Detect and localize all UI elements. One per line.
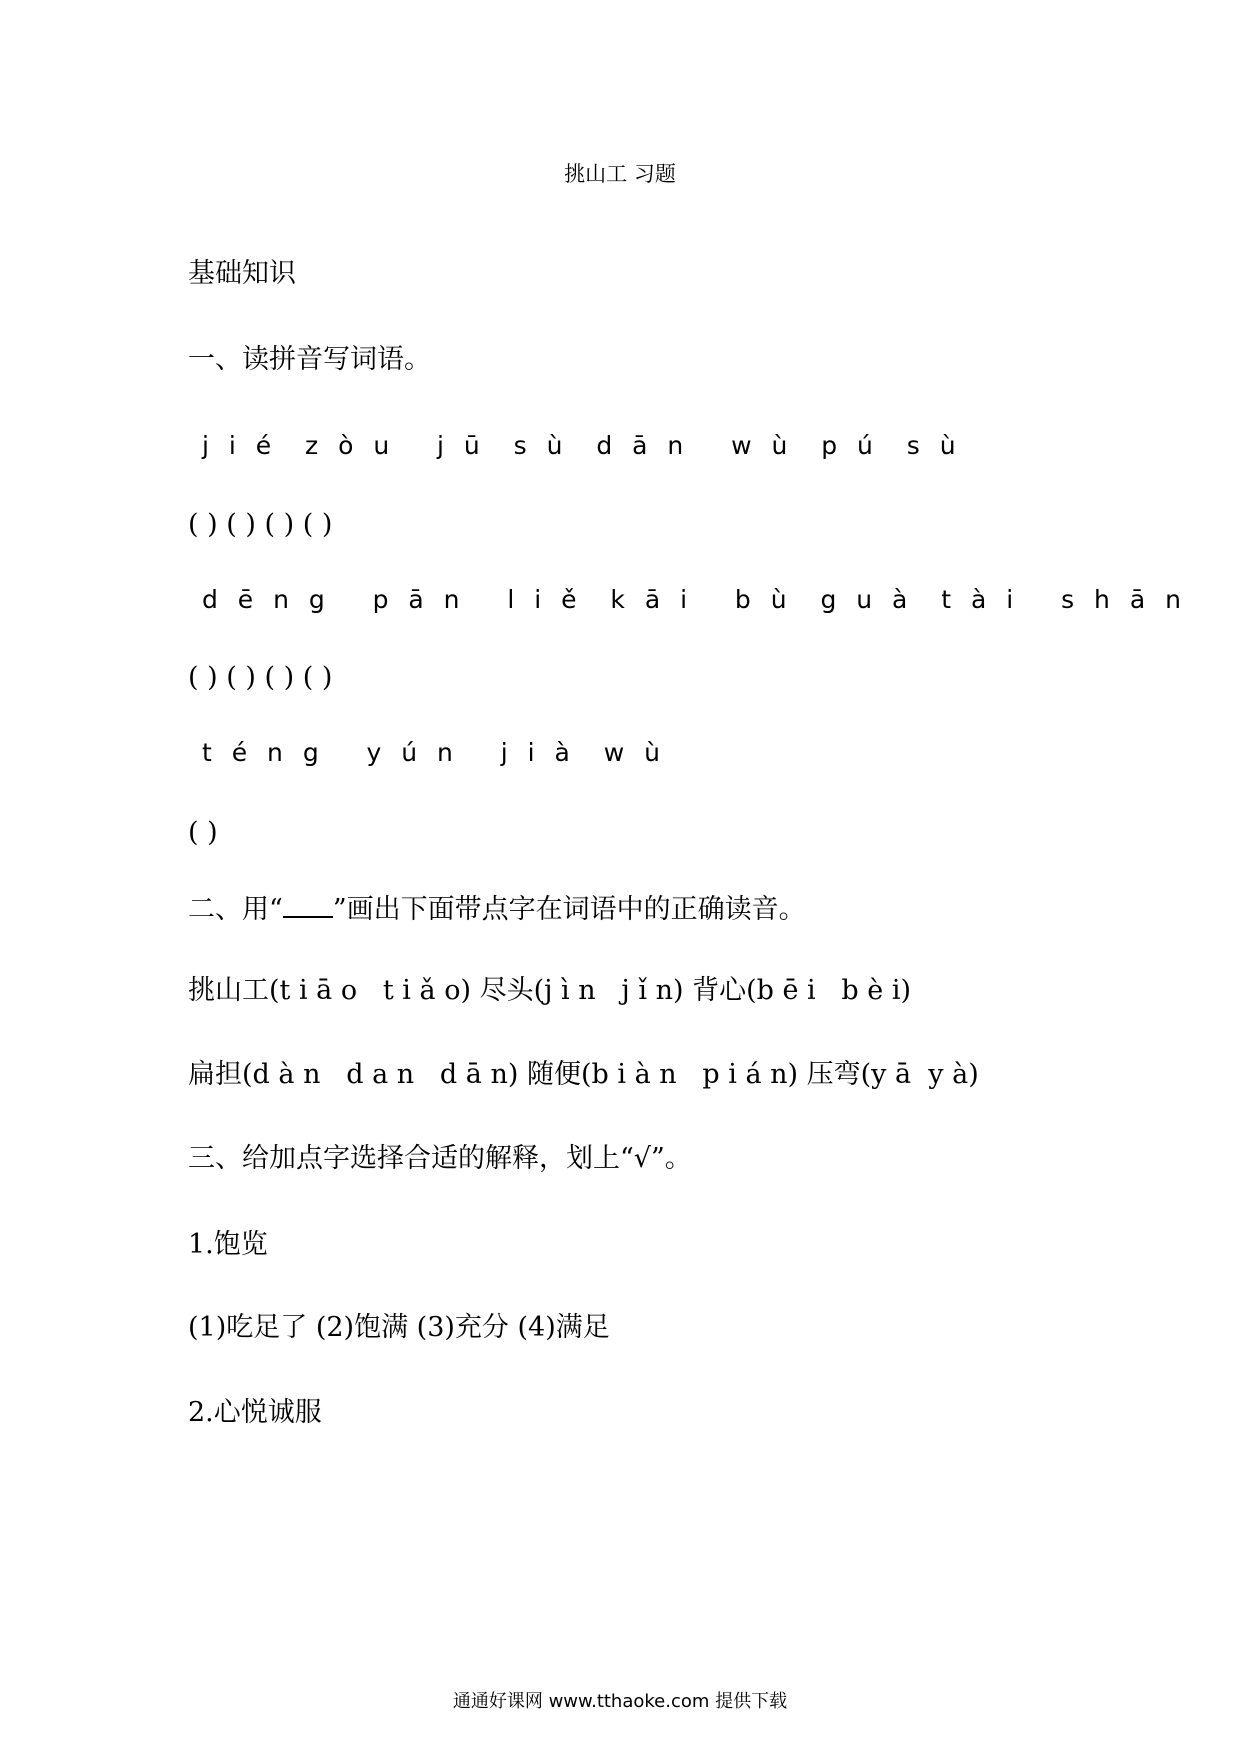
footer: 通通好课网 www.tthaoke.com 提供下载 xyxy=(452,1691,788,1712)
question-2-heading xyxy=(188,890,806,928)
question-3-heading: 三、给加点字选择合适的解释，划上“√”。 xyxy=(188,1143,692,1174)
pinyin-line-3: t é n g y ú n j i à w ù xyxy=(188,738,666,767)
section-heading: 基础知识 xyxy=(188,258,296,289)
underline-sample xyxy=(283,890,333,918)
question-3-item-2: 2.心悦诚服 xyxy=(188,1397,322,1428)
answer-blanks-3: ( ) xyxy=(188,817,218,848)
question-3-item-1-options: (1)吃足了 (2)饱满 (3)充分 (4)满足 xyxy=(188,1312,610,1343)
answer-blanks-2: ( ) ( ) ( ) ( ) xyxy=(188,662,333,693)
question-3-item-1: 1.饱览 xyxy=(188,1229,268,1260)
answer-blanks-1: ( ) ( ) ( ) ( ) xyxy=(188,509,333,540)
question-2-heading-suffix: ”画出下面带点字在词语中的正确读音。 xyxy=(332,894,806,925)
page-title: 挑山工 习题 xyxy=(564,162,676,186)
question-1-heading: 一、读拼音写词语。 xyxy=(188,344,431,375)
pinyin-line-2: d ē n g p ā n l i ě k ā i b ù g u à t à i s h ā n xyxy=(188,585,1187,614)
question-2-line-2: 扁担(d à n d a n d ā n) 随便(b i à n p i á n) 压弯(y ā y à) xyxy=(188,1059,979,1090)
question-2-line-1: 挑山工(t i ā o t i ǎ o) 尽头(j ì n j ǐ n) 背心(b ē i b è i) xyxy=(188,975,912,1006)
question-2-heading-prefix: 二、用“ xyxy=(188,894,283,925)
pinyin-line-1: j i é z ò u j ū s ù d ā n w ù p ú s ù xyxy=(188,431,962,460)
